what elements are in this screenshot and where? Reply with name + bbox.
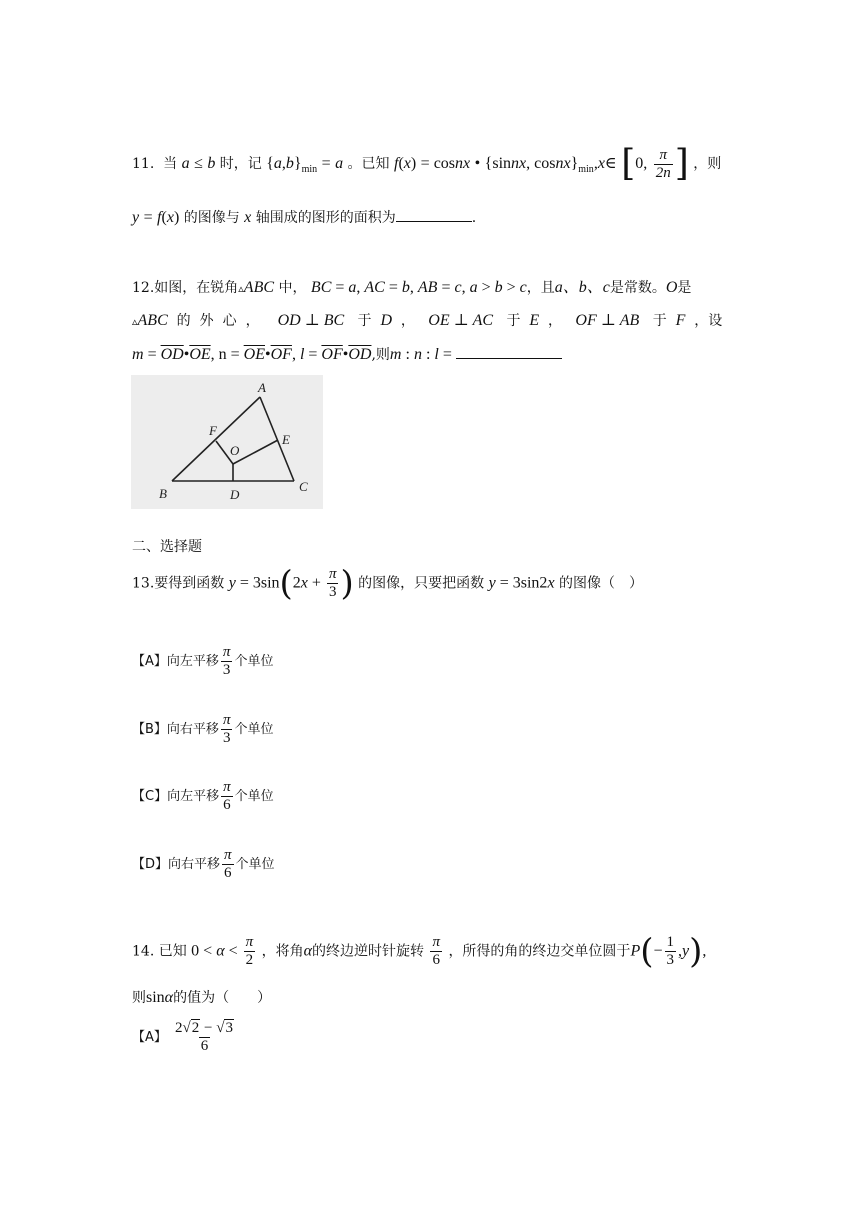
q11-text: 时，记 bbox=[219, 156, 262, 172]
q13-text: 的图像（ ） bbox=[559, 575, 643, 592]
q13-option-a[interactable]: 【A】向左平移 $\frac{\pi}{3}$ 个单位 bbox=[132, 644, 274, 678]
option-label: 【C】 bbox=[132, 789, 168, 804]
q14-text: ，所得的角的终边交单位圆于 bbox=[448, 943, 631, 960]
option-den: 6 bbox=[223, 797, 231, 813]
q12-text: 于 bbox=[506, 313, 521, 329]
label-o: O bbox=[230, 443, 240, 458]
q13-text: 13.要得到函数 bbox=[132, 575, 225, 592]
side-ab bbox=[172, 397, 260, 481]
option-label: 【D】 bbox=[132, 857, 169, 872]
q12-text: ， bbox=[548, 313, 563, 329]
q12-text: ， bbox=[400, 313, 415, 329]
q13-option-c[interactable]: 【C】向左平移 $\frac{\pi}{6}$ 个单位 bbox=[132, 779, 274, 813]
option-label: 【A】 bbox=[132, 1030, 167, 1045]
q12-text: 是 bbox=[677, 280, 692, 296]
q14-option-a[interactable]: 【A】 $\frac{2√2 - √3}{6}$ bbox=[132, 1020, 233, 1054]
q13-option-b[interactable]: 【B】向右平移 $\frac{\pi}{3}$ 个单位 bbox=[132, 712, 274, 746]
q14-text: 则 bbox=[132, 990, 146, 1006]
q11-text: 。已知 bbox=[347, 156, 390, 172]
label-c: C bbox=[299, 479, 308, 494]
q12-text: 12.如图，在锐角 bbox=[132, 280, 239, 296]
option-text: 个单位 bbox=[234, 722, 274, 737]
q11-text: 当 bbox=[163, 156, 178, 172]
q14-text: ，将角 bbox=[261, 943, 304, 960]
q11-text: 轴围成的图形的面积为 bbox=[255, 210, 396, 226]
option-text: 向右平移 bbox=[166, 722, 219, 737]
q12-line-1: 12.如图，在锐角▵ABC 中， BC = a, AC = b, AB = c, a > b > c，且a、b、c是常数。O是 bbox=[132, 279, 692, 296]
label-d: D bbox=[230, 487, 240, 502]
q13-line: 13.要得到函数 y = 3sin(2x + $\frac{\pi}{3}$ ) 的图像，只要把函数 y = 3sin2x 的图像（ ） bbox=[132, 563, 643, 604]
q12-text: ，且 bbox=[526, 280, 555, 296]
q11-line-2: y = f(x) 的图像与 x 轴围成的图形的面积为 . bbox=[132, 209, 477, 226]
q12-text: 是常数。 bbox=[609, 280, 666, 296]
option-text: 个单位 bbox=[234, 654, 274, 669]
section-heading: 二、选择题 bbox=[132, 539, 202, 555]
q12-line-3: $m = \overline{OD}•\overline{OE}$, $n = \overline{OE}•\overline{OF}$, $l = \overline{OF}•\overline{OD}$,则m : n : l = bbox=[132, 344, 562, 364]
q13-text: 的图像，只要把函数 bbox=[358, 575, 485, 592]
q12-text: ，设 bbox=[694, 313, 723, 329]
q14-text: 的终边逆时针旋转 bbox=[312, 943, 425, 960]
option-text: 个单位 bbox=[234, 789, 274, 804]
q11-text: 的图像与 bbox=[183, 210, 240, 226]
label-f: F bbox=[209, 423, 217, 438]
option-text: 个单位 bbox=[235, 857, 275, 872]
q12-line-2: ▵ABC 的外心， OD ⊥ BC 于 D ， OE ⊥ AC 于 E ， OF ⊥ AB 于 F ，设 bbox=[132, 312, 723, 329]
q11-number: 11. bbox=[132, 156, 155, 172]
option-den: 3 bbox=[222, 730, 231, 746]
triangle-diagram bbox=[131, 375, 323, 509]
q13-option-d[interactable]: 【D】向右平移 $\frac{\pi}{6}$ 个单位 bbox=[132, 847, 275, 881]
triangle-figure bbox=[131, 375, 323, 509]
q14-text: 的值为（ ） bbox=[173, 990, 272, 1006]
segment-oe bbox=[233, 440, 278, 464]
q12-text: ,则 bbox=[371, 347, 390, 363]
option-text: 向左平移 bbox=[166, 654, 219, 669]
q14-line-2: 则sinα的值为（ ） bbox=[132, 989, 272, 1006]
option-den: 6 bbox=[224, 865, 232, 881]
q12-text: 中， bbox=[278, 280, 307, 296]
answer-blank[interactable] bbox=[456, 358, 562, 359]
q11-text: . bbox=[471, 210, 477, 226]
q14-text: 14. 已知 bbox=[132, 943, 187, 960]
q14-line-1: 14. 已知 0 < α < $\frac{\pi}{2}$ ，将角α的终边逆时针旋转 $\frac{\pi}{6}$ ，所得的角的终边交单位圆于P(− $\frac{1}{3}$ ,y), bbox=[132, 931, 707, 972]
option-label: 【A】 bbox=[132, 654, 167, 669]
answer-blank[interactable] bbox=[396, 221, 472, 222]
label-b: B bbox=[159, 486, 167, 501]
label-e: E bbox=[282, 432, 290, 447]
q12-text: 于 bbox=[652, 313, 667, 329]
option-den: 3 bbox=[222, 662, 231, 678]
q12-text: 于 bbox=[357, 313, 372, 329]
label-a: A bbox=[258, 380, 266, 395]
option-text: 向左平移 bbox=[167, 789, 220, 804]
q11-text: ，则 bbox=[693, 156, 722, 172]
q12-text: a、b、c bbox=[554, 279, 610, 296]
option-label: 【B】 bbox=[132, 722, 167, 737]
q12-text: 的外心， bbox=[176, 313, 269, 329]
q11-line-1: 11. 当 a ≤ b 时，记 $\{a,b\}_{min} = a$ 。已知 f(x) = cosnx • {sinnx, $cosnx\}_{min},x\in$ [0, $\frac{\pi}{2n}$ ] ，则 bbox=[132, 143, 722, 184]
option-text: 向右平移 bbox=[168, 857, 221, 872]
